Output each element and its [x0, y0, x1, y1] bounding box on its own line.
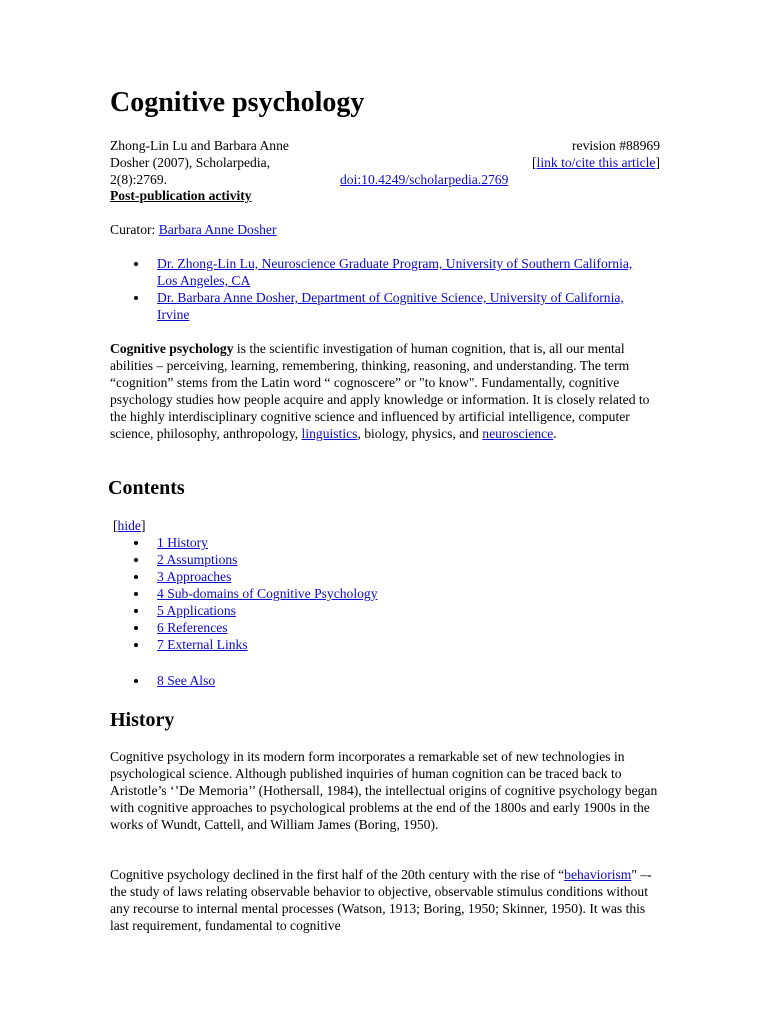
citation-row	[110, 137, 660, 191]
table-of-contents	[110, 534, 510, 653]
page-title: Cognitive psychology	[110, 87, 365, 118]
history-p2-text-b: " –- the study of laws relating observable behavior to objective, observable stimulus conditions without any recourse to internal mental processes (Watson, 1913; Boring, 1950; Skinner, 1950). It was this last requirement, fundamental to cognitive	[110, 867, 652, 933]
history-paragraph-1: Cognitive psychology in its modern form incorporates a remarkable set of new technologies in psychological science. Although published inquiries of human cognition can be traced back to Aristotle’s ‘’De Memoria’’ (Hothersall, 1984), the intellectual origins of cognitive psychology began with cognitive approaches to psychological problems at the end of the 1800s and early 1900s in the works of Wundt, Cattell, and William James (Boring, 1950).	[110, 749, 658, 832]
revision-number: revision #88969	[572, 138, 660, 153]
hide-link[interactable]: hide	[117, 518, 141, 533]
neuroscience-link[interactable]: neuroscience	[482, 426, 554, 441]
intro-paragraph	[110, 340, 658, 442]
toc-link-history[interactable]: 1 History	[157, 535, 208, 550]
affiliation-link-lu[interactable]: Dr. Zhong-Lin Lu, Neuroscience Graduate Program, University of Southern California, Los Angeles, CA	[157, 256, 633, 288]
curator-line	[110, 221, 276, 238]
toc-link-sub-domains[interactable]: 4 Sub-domains of Cognitive Psychology	[157, 586, 378, 601]
history-paragraph-2	[110, 866, 658, 934]
curator-label: Curator:	[110, 222, 159, 237]
toc-link-applications[interactable]: 5 Applications	[157, 603, 236, 618]
bracket-open: [	[532, 155, 537, 170]
intro-text-c: .	[553, 426, 557, 441]
post-publication-activity-link[interactable]: Post-publication activity	[110, 188, 252, 203]
list-item	[110, 255, 650, 289]
intro-text-a: is the scientific investigation of human cognition, that is, all our mental abilities – perceiving, learning, remembering, thinking, reasoning, and understanding. The term “cognition” stems from the Latin word “ cognoscere” or "to know". Fundamentally, cognitive psychology studies how people acquire and apply knowledge or information. It is closely related to the highly interdisciplinary cognitive science and influenced by artificial intelligence, computer science, philosophy, anthropology,	[110, 341, 650, 441]
toc-link-references[interactable]: 6 References	[157, 620, 228, 635]
linguistics-link[interactable]: linguistics	[301, 426, 358, 441]
bracket-close: ]	[655, 155, 660, 170]
history-heading: History	[110, 709, 175, 731]
affiliation-link-dosher[interactable]: Dr. Barbara Anne Dosher, Department of Cognitive Science, University of California, Irvine	[157, 290, 624, 322]
toc-link-assumptions[interactable]: 2 Assumptions	[157, 552, 238, 567]
citation-authors: Zhong-Lin Lu and Barbara Anne Dosher (2007), Scholarpedia, 2(8):2769.	[110, 138, 289, 187]
contents-heading: Contents	[108, 477, 185, 499]
toc-link-see-also[interactable]: 8 See Also	[157, 673, 216, 688]
toc-link-approaches[interactable]: 3 Approaches	[157, 569, 232, 584]
intro-text-b: , biology, physics, and	[357, 426, 483, 441]
table-of-contents-extra	[110, 672, 510, 689]
history-p2-text-a: Cognitive psychology declined in the first half of the 20th century with the rise of “	[110, 867, 565, 882]
intro-bold-term: Cognitive psychology	[110, 341, 234, 356]
cite-this-article-link[interactable]: link to/cite this article	[536, 155, 656, 170]
toc-item	[110, 602, 510, 619]
toc-item	[110, 568, 510, 585]
behaviorism-link[interactable]: behaviorism	[564, 867, 632, 882]
citation-revision-block	[510, 137, 660, 171]
toc-item	[110, 534, 510, 551]
toc-item	[110, 672, 510, 689]
list-item	[110, 289, 650, 323]
toc-item	[110, 619, 510, 636]
toc-item	[110, 585, 510, 602]
toc-item	[110, 551, 510, 568]
affiliations-list	[110, 255, 650, 323]
toc-link-external-links[interactable]: 7 External Links	[157, 637, 248, 652]
toc-item	[110, 636, 510, 653]
curator-link[interactable]: Barbara Anne Dosher	[158, 222, 277, 237]
doi-link[interactable]: doi:10.4249/scholarpedia.2769	[340, 172, 509, 187]
toc-hide-toggle: [hide]	[113, 518, 146, 533]
